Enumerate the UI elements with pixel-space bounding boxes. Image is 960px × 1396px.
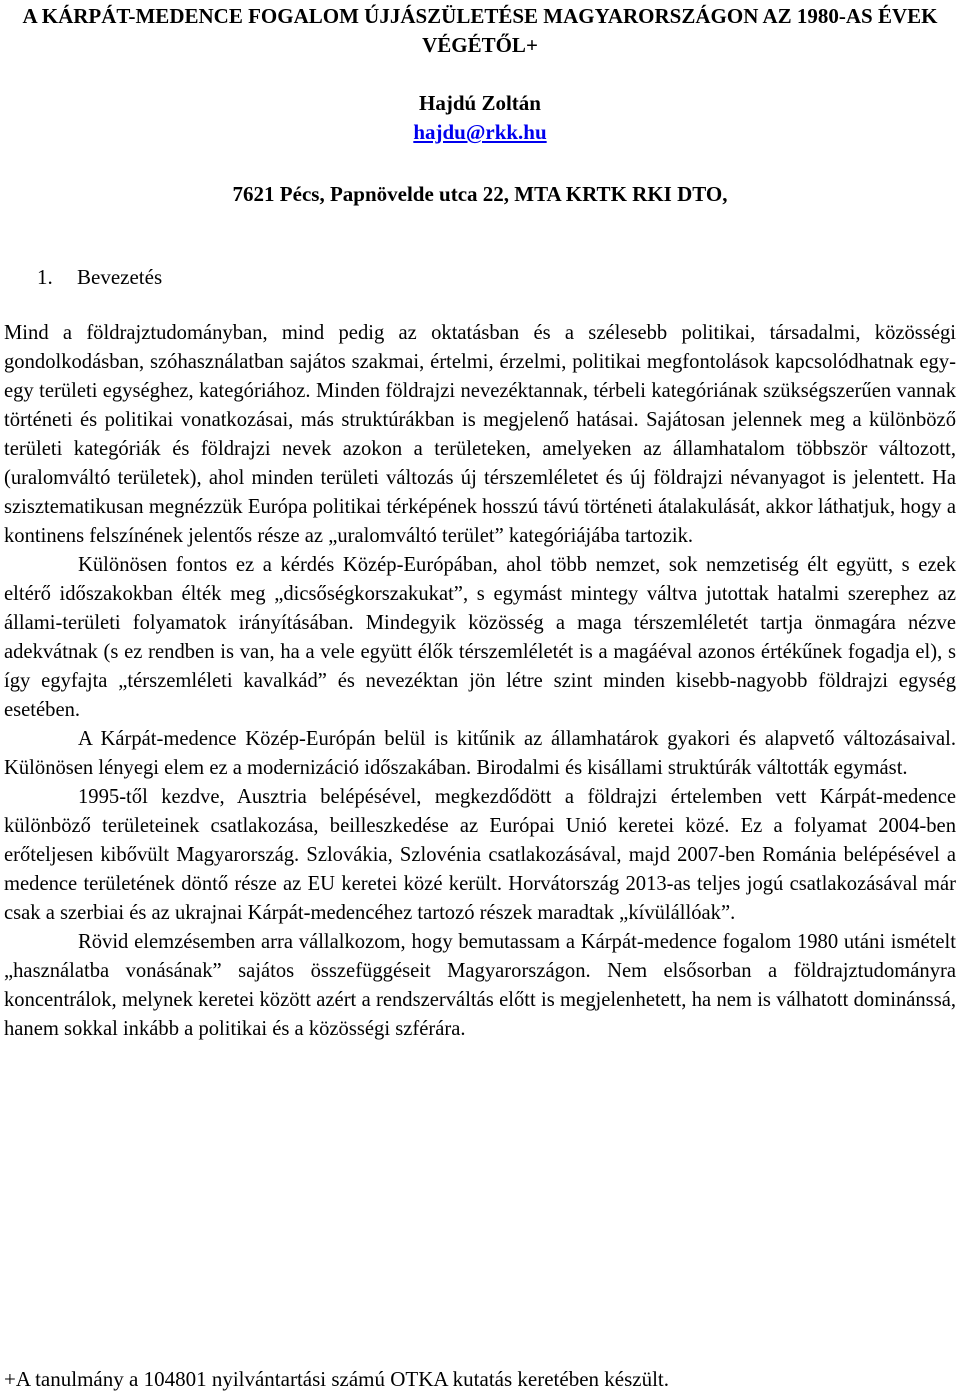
author-name: Hajdú Zoltán bbox=[419, 91, 541, 115]
paper-title: A KÁRPÁT-MEDENCE FOGALOM ÚJJÁSZÜLETÉSE MAGYARORSZÁGON AZ 1980-AS ÉVEK VÉGÉTŐL+ bbox=[22, 4, 938, 57]
author-email bbox=[0, 118, 960, 147]
paragraph: Különösen fontos ez a kérdés Közép-Európában, ahol több nemzet, sok nemzetiség élt együtt, s ezek eltérő időszakokban élték meg „dicsőségkorszakukat”, s egymást mintegy váltva jutottak hatalmi szerephez az állami-területi folyamatok irányításában. Mindegyik közösség a maga térszemléletét tartja önmagára nézve adekvátnak (s ez rendben is van, ha a vele együtt élők térszemléletét is a magáéval azonos értékűnek fogadja el), s így egyfajta „térszemléleti kavalkád” és nevezéktan jön létre szint minden kisebb-nagyobb földrajzi egység esetében. bbox=[4, 554, 956, 721]
email-link[interactable]: hajdu@rkk.hu bbox=[413, 120, 547, 144]
paragraph: Mind a földrajztudományban, mind pedig az oktatásban és a szélesebb politikai, társadalmi, közösségi gondolkodásban, szóhasználatban sajátos szakmai, értelmi, érzelmi, politikai megfontolások kapcsolódhatnak egy-egy területi egységhez, kategóriához. Minden földrajzi nevezéktannak, térbeli kategóriának szükségszerűen vannak történeti és politikai vonatkozásai, más struktúrákban is megjelenő hatásai. Sajátosan jelennek meg a különböző területi kategóriák és földrajzi nevek azokon a területeken, amelyeken az államhatalom többször változott, (uralomváltó területek), ahol minden területi változás új térszemléletet és új földrajzi névanyagot is jelentett. Ha szisztematikusan megnézzük Európa politikai térképének hosszú távú történeti átalakulását, akkor láthatjuk, hogy a kontinens felszínének jelentős része az „uralomváltó terület” kategóriájába tartozik. bbox=[4, 322, 956, 547]
author-affiliation: 7621 Pécs, Papnövelde utca 22, MTA KRTK RKI DTO, bbox=[232, 182, 728, 206]
paragraph: A Kárpát-medence Közép-Európán belül is kitűnik az államhatárok gyakori és alapvető változásaival. Különösen lényegi elem ez a modernizáció időszakában. Birodalmi és kisállami struktúrák váltották egymást. bbox=[4, 728, 956, 779]
paragraph: Rövid elemzésemben arra vállalkozom, hogy bemutassam a Kárpát-medence fogalom 1980 utáni ismételt „használatba vonásának” sajátos összefüggéseit Magyarországon. Nem elsősorban a földrajztudományra koncentrálok, melynek keretei között azért a rendszerváltás előtt is megjelenhetett, ha nem is válhatott dominánssá, hanem sokkal inkább a politikai és a közösségi szférára. bbox=[4, 931, 956, 1040]
footnote: +A tanulmány a 104801 nyilvántartási számú OTKA kutatás keretében készült. bbox=[4, 1367, 670, 1391]
body-text bbox=[4, 319, 956, 1044]
section-title: Bevezetés bbox=[77, 265, 163, 289]
paragraph: 1995-től kezdve, Ausztria belépésével, megkezdődött a földrajzi értelemben vett Kárpát-medence különböző területeinek csatlakozása, beilleszkedése az Európai Unió keretei közé. Ez a folyamat 2004-ben erőteljesen kibővült Magyarország. Szlovákia, Szlovénia csatlakozásával, majd 2007-ben Románia belépésével a medence területének döntő része az EU keretei közé került. Horvátország 2013-as teljes jogú csatlakozásával már csak a szerbiai és az ukrajnai Kárpát-medencéhez tartozó részek maradtak „kívülállóak”. bbox=[4, 786, 956, 924]
section-heading bbox=[37, 263, 162, 292]
section-number: 1. bbox=[37, 265, 53, 289]
